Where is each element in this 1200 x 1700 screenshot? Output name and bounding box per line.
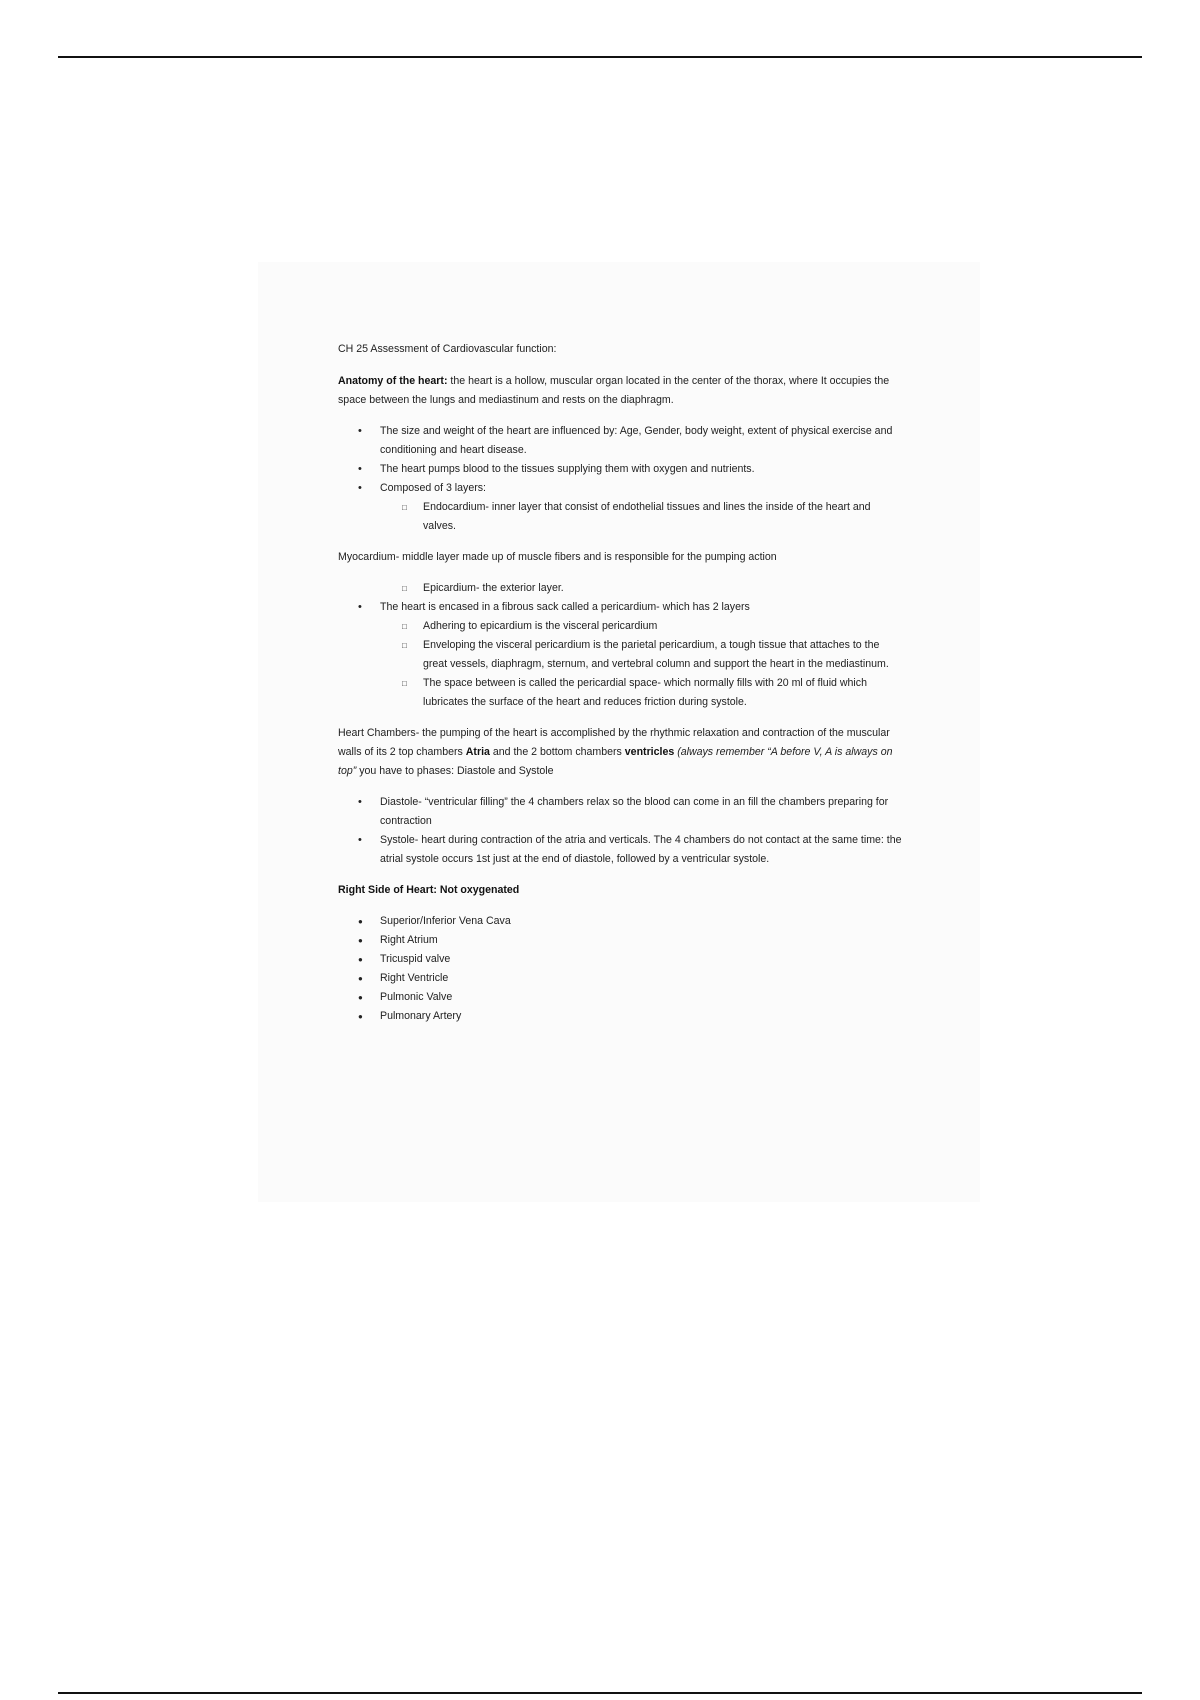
sublist-item: □ Adhering to epicardium is the visceral pericardium bbox=[338, 617, 903, 636]
list-item: • Composed of 3 layers: bbox=[338, 479, 903, 498]
list-item: ● Right Atrium bbox=[338, 931, 903, 950]
anatomy-list bbox=[338, 422, 903, 498]
list-item: • The heart pumps blood to the tissues supplying them with oxygen and nutrients. bbox=[338, 460, 903, 479]
chambers-paragraph bbox=[338, 724, 903, 781]
list-item: ● Pulmonic Valve bbox=[338, 988, 903, 1007]
epicardium-sublist bbox=[338, 579, 903, 598]
document-title: CH 25 Assessment of Cardiovascular function: bbox=[338, 343, 557, 355]
layers-sublist bbox=[338, 498, 903, 536]
anatomy-paragraph bbox=[338, 372, 903, 410]
chambers-text: you have to phases: Diastole and Systole bbox=[359, 765, 554, 777]
list-item: • Systole- heart during contraction of the atria and verticals. The 4 chambers do not contact at the same time: the atrial systole occurs 1st just at the end of diastole, followed by a ventricular systole. bbox=[338, 831, 903, 869]
atria-term: Atria bbox=[465, 746, 490, 758]
list-item: • The size and weight of the heart are influenced by: Age, Gender, body weight, extent of physical exercise and conditioning and heart disease. bbox=[338, 422, 903, 460]
list-item: ● Pulmonary Artery bbox=[338, 1007, 903, 1026]
top-rule bbox=[58, 56, 1142, 58]
list-item: • Diastole- “ventricular filling” the 4 chambers relax so the blood can come in an fill the chambers preparing for contraction bbox=[338, 793, 903, 831]
document-body bbox=[338, 340, 903, 1026]
phases-list bbox=[338, 793, 903, 869]
bottom-rule bbox=[58, 1692, 1142, 1694]
anatomy-label: Anatomy of the heart: bbox=[338, 375, 448, 387]
right-side-heading-text: Right Side of Heart: Not oxygenated bbox=[338, 884, 520, 896]
chambers-text: Heart Chambers- the pumping of the heart is accomplished by the rhythmic relaxation and contraction of the muscular walls of its 2 top chambers bbox=[338, 727, 890, 758]
anatomy-text: the heart is a hollow, muscular organ located in the center of the thorax, where It occupies the space between the lungs and mediastinum and rests on the diaphragm. bbox=[338, 375, 890, 406]
myocardium-paragraph: Myocardium- middle layer made up of muscle fibers and is responsible for the pumping action bbox=[338, 551, 777, 563]
list-item: ● Tricuspid valve bbox=[338, 950, 903, 969]
sublist-item: □ The space between is called the pericardial space- which normally fills with 20 ml of fluid which lubricates the surface of the heart and reduces friction during systole. bbox=[338, 674, 903, 712]
pericardium-list bbox=[338, 598, 903, 617]
list-item: ● Right Ventricle bbox=[338, 969, 903, 988]
right-side-list bbox=[338, 912, 903, 1026]
sublist-item: □ Endocardium- inner layer that consist of endothelial tissues and lines the inside of the heart and valves. bbox=[338, 498, 903, 536]
mnemonic-text: (always remember “A before V, A is always on top” bbox=[338, 746, 893, 777]
right-side-heading bbox=[338, 881, 903, 900]
list-item: • The heart is encased in a fibrous sack called a pericardium- which has 2 layers bbox=[338, 598, 903, 617]
list-item: ● Superior/Inferior Vena Cava bbox=[338, 912, 903, 931]
chambers-text: and the 2 bottom chambers bbox=[489, 746, 625, 758]
ventricles-term: ventricles bbox=[624, 746, 675, 758]
pericardium-sublist bbox=[338, 617, 903, 712]
sublist-item: □ Epicardium- the exterior layer. bbox=[338, 579, 903, 598]
sublist-item: □ Enveloping the visceral pericardium is the parietal pericardium, a tough tissue that attaches to the great vessels, diaphragm, sternum, and vertebral column and support the heart in the mediastinum. bbox=[338, 636, 903, 674]
